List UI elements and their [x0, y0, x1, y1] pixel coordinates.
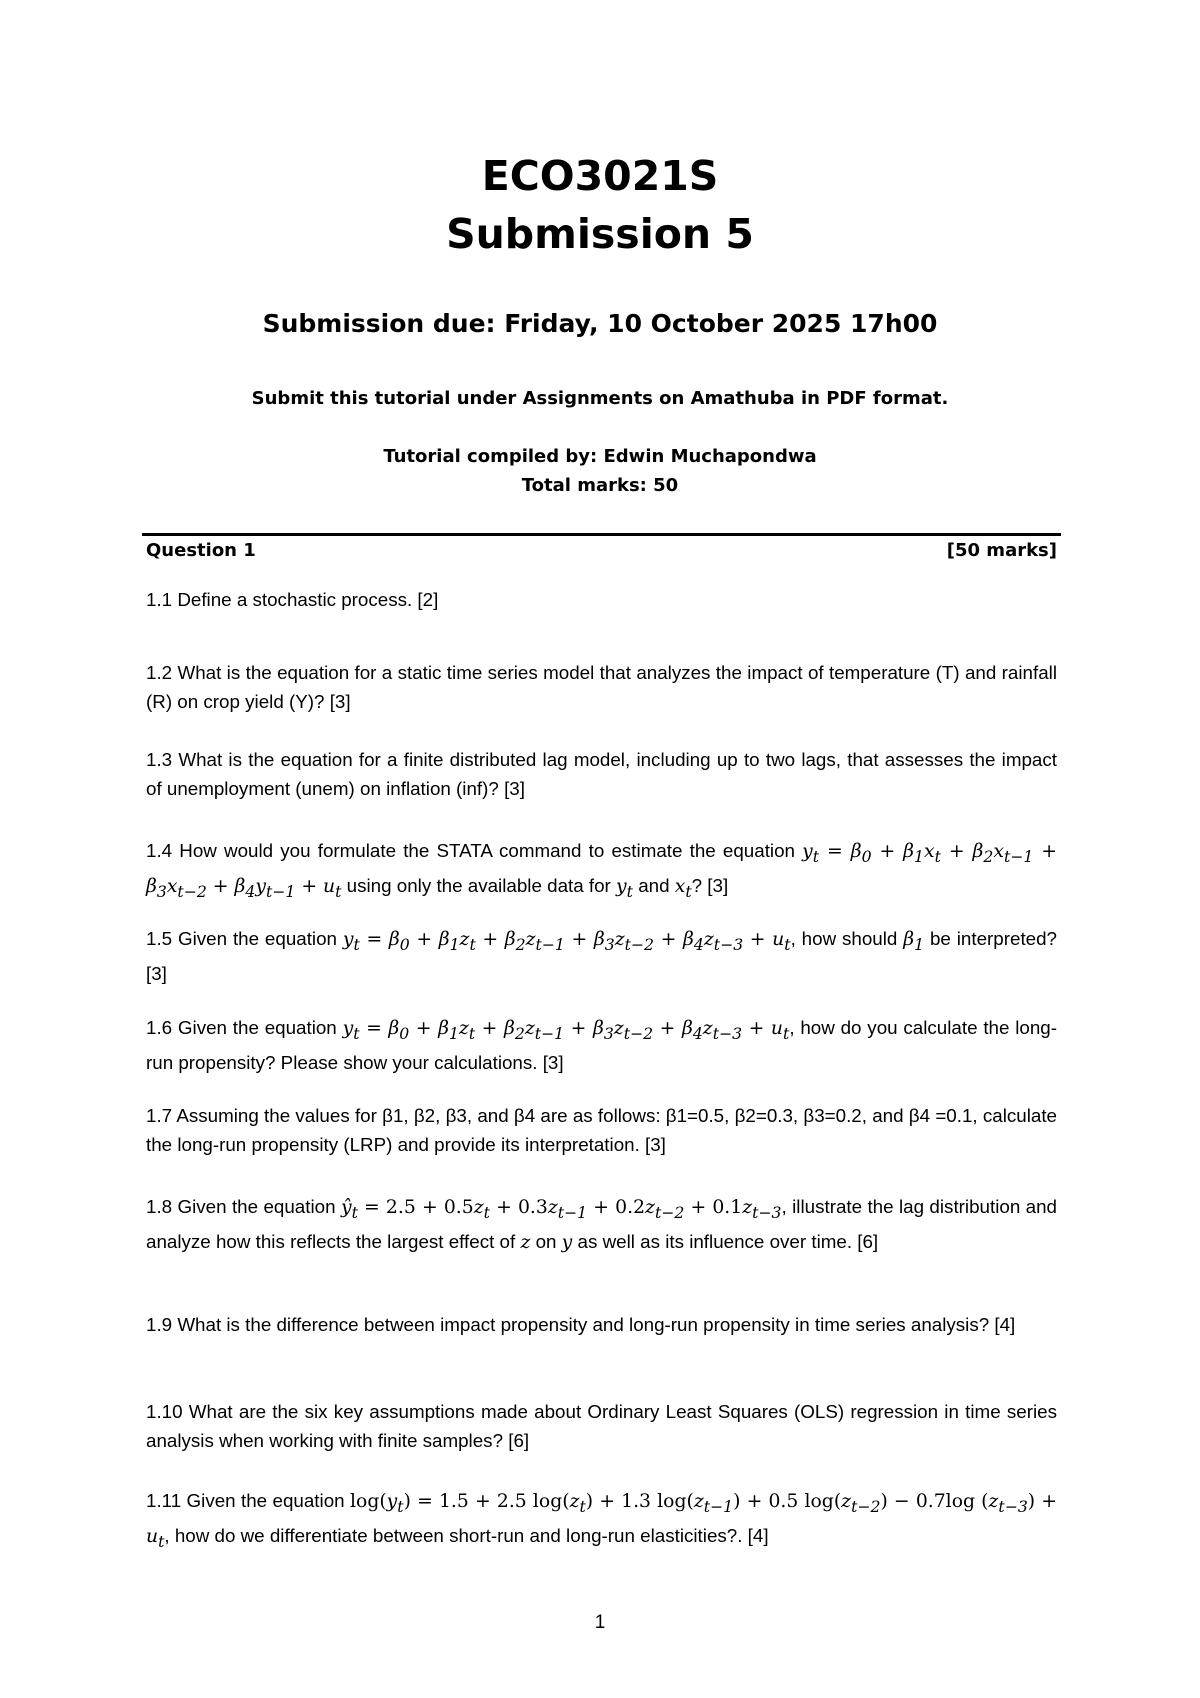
question-1-9: 1.9 What is the difference between impact propensity and long-run propensity in time series analysis? [4] [146, 1314, 1016, 1335]
q1-5-text-2: , how should [790, 928, 898, 949]
question-marks: [50 marks] [946, 540, 1057, 561]
q1-8-text-2: , illustrate the lag distribution and analyze how this reflects the largest effect of [146, 1196, 1057, 1252]
q1-5-equation: $y_t = \beta_0 + \beta_1z_t + \beta_2z_{t-1} + \beta_3z_{t-2} + \beta_4z_{t-3} + u_t$ [342, 929, 791, 954]
question-1-11 [146, 1486, 1057, 1556]
compiled-by: Tutorial compiled by: Edwin Muchapondwa [383, 446, 817, 467]
course-code: ECO3021S [481, 152, 719, 200]
submit-instructions: Submit this tutorial under Assignments on Amathuba in PDF format. [251, 388, 949, 409]
section-divider [142, 533, 1061, 536]
q1-4-text-2: using only the available data for [346, 874, 611, 896]
question-1-6 [146, 1013, 1057, 1077]
page-number: 1 [594, 1612, 606, 1633]
q1-6-text: 1.6 Given the equation [146, 1017, 337, 1038]
q1-6-equation: $y_t = \beta_0 + \beta_1z_t + \beta_2z_{t-1} + \beta_3z_{t-2} + \beta_4z_{t-3} + u_t$ [342, 1018, 790, 1043]
question-1-10: 1.10 What are the six key assumptions made about Ordinary Least Squares (OLS) regression in time series analysis when working with finite samples? [6] [146, 1401, 1057, 1451]
q1-5-text: 1.5 Given the equation [146, 928, 337, 949]
submission-title: Submission 5 [446, 210, 754, 258]
question-1-7: 1.7 Assuming the values for β1, β2, β3, and β4 are as follows: β1=0.5, β2=0.3, β3=0.2, and β4 =0.1, calculate the long-run propensity (LRP) and provide its interpretation. [3] [146, 1105, 1057, 1155]
question-1-3: 1.3 What is the equation for a finite distributed lag model, including up to two lags, that assesses the impact of unemployment (unem) on inflation (inf)? [3] [146, 749, 1057, 799]
q1-4-end: ? [3] [691, 874, 729, 896]
total-marks: Total marks: 50 [521, 475, 679, 496]
q1-11-text-2: , how do we differentiate between short-run and long-run elasticities?. [4] [164, 1524, 769, 1546]
q1-11-equation: $\log(y_t) = 1.5 + 2.5$ $\log(z_t) + 1.3$ $\log(z_{t-1}) + 0.5$ $\log(z_{t-2}) - 0.7\log$ $(z_{t-3}) + u_t$ [146, 1491, 1058, 1551]
q1-8-on: on [535, 1230, 557, 1252]
q1-4-var-y: $y_t$ [616, 875, 633, 901]
q1-8-var-z: z [520, 1231, 531, 1253]
q1-5-end: be interpreted? [3] [146, 928, 1057, 984]
question-1-8 [146, 1192, 1057, 1257]
q1-8-end: as well as its influence over time. [6] [577, 1230, 879, 1252]
q1-11-text: 1.11 Given the equation [146, 1490, 345, 1511]
q1-4-and: and [638, 874, 670, 896]
question-1-2: 1.2 What is the equation for a static time series model that analyzes the impact of temperature (T) and rainfall (R) on crop yield (Y)? [3] [146, 662, 1057, 712]
question-header [146, 540, 1057, 561]
q1-4-equation: $y_t = \beta_0 + \beta_1x_t + \beta_2x_{t-1} + \beta_3x_{t-2} + \beta_4y_{t-1} + u_t$ [146, 841, 1057, 901]
due-date: Submission due: Friday, 10 October 2025 17h00 [262, 309, 938, 338]
q1-5-beta1: $\beta_1$ [903, 929, 925, 954]
q1-4-text: 1.4 How would you formulate the STATA command to estimate the equation [146, 840, 795, 861]
q1-8-text: 1.8 Given the equation [146, 1196, 336, 1217]
q1-8-equation: $ŷ_t = 2.5 + 0.5z_t + 0.3z_{t-1} + 0.2z_{t-2} + 0.1z_{t-3}$ [340, 1197, 782, 1222]
question-title: Question 1 [146, 540, 256, 561]
q1-6-text-2: , how do you calculate the long-run propensity? Please show your calculations. [3] [146, 1017, 1057, 1073]
question-1-4 [146, 836, 1057, 906]
q1-8-var-y: y [561, 1231, 573, 1253]
q1-4-var-x: $x_t$ [674, 875, 692, 901]
question-1-5 [146, 924, 1057, 988]
question-1-1: 1.1 Define a stochastic process. [2] [146, 589, 439, 610]
